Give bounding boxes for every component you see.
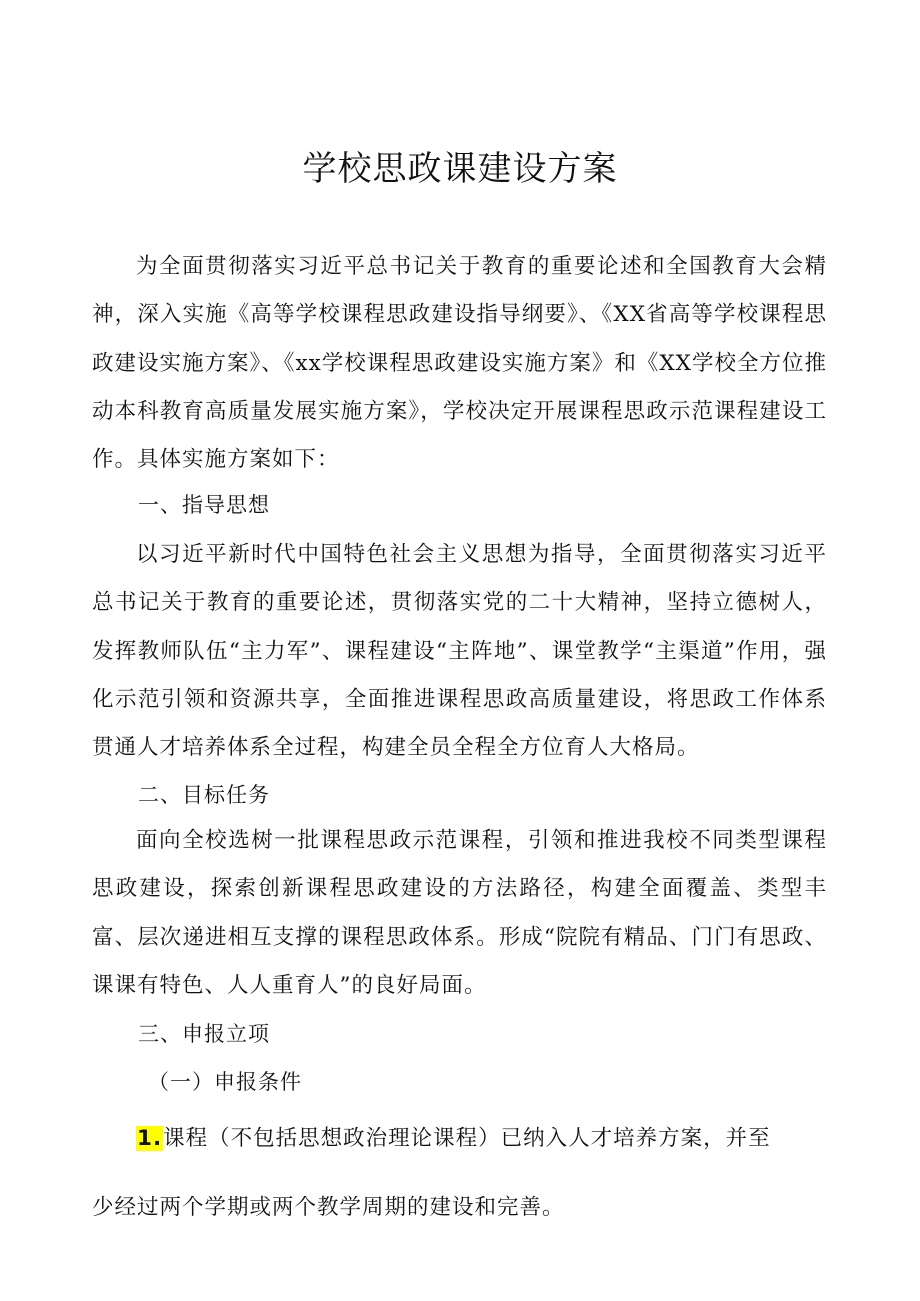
list-item-1-text: 课程（不包括思想政治理论课程）已纳入人才培养方案，并至 xyxy=(163,1126,771,1151)
section-heading-application: 三、申报立项 xyxy=(138,1022,270,1046)
document-title: 学校思政课建设方案 xyxy=(302,149,618,189)
subheading-application-conditions: （一）申报条件 xyxy=(148,1070,302,1094)
list-item-1-line-1 xyxy=(136,1124,771,1154)
guiding-ideology-paragraph: 以习近平新时代中国特色社会主义思想为指导，全面贯彻落实习近平总书记关于教育的重要论述，贯彻落实党的二十大精神，坚持立德树人，发挥教师队伍“主力军”、课程建设“主阵地”、课堂教学“主渠道”作用，强化示范引领和资源共享，全面推进课程思政高质量建设，将思政工作体系贯通人才培养体系全过程，构建全员全程全方位育人大格局。 xyxy=(92,542,827,761)
goals-paragraph: 面向全校选树一批课程思政示范课程，引领和推进我校不同类型课程思政建设，探索创新课程思政建设的方法路径，构建全面覆盖、类型丰富、层次递进相互支撑的课程思政体系。形成“院院有精品、门门有思政、课课有特色、人人重育人”的良好局面。 xyxy=(92,828,827,998)
section-heading-guiding-ideology: 一、指导思想 xyxy=(138,493,270,517)
intro-paragraph: 为全面贯彻落实习近平总书记关于教育的重要论述和全国教育大会精神，深入实施《高等学校课程思政建设指导纲要》、《XX省高等学校课程思政建设实施方案》、《xx学校课程思政建设实施方案》和《XX学校全方位推动本科教育高质量发展实施方案》，学校决定开展课程思政示范课程建设工作。具体实施方案如下： xyxy=(92,254,827,473)
section-heading-goals: 二、目标任务 xyxy=(138,783,270,807)
list-item-1-marker: 1. xyxy=(137,1126,163,1151)
list-item-1-line-2: 少经过两个学期或两个教学周期的建设和完善。 xyxy=(92,1195,565,1220)
